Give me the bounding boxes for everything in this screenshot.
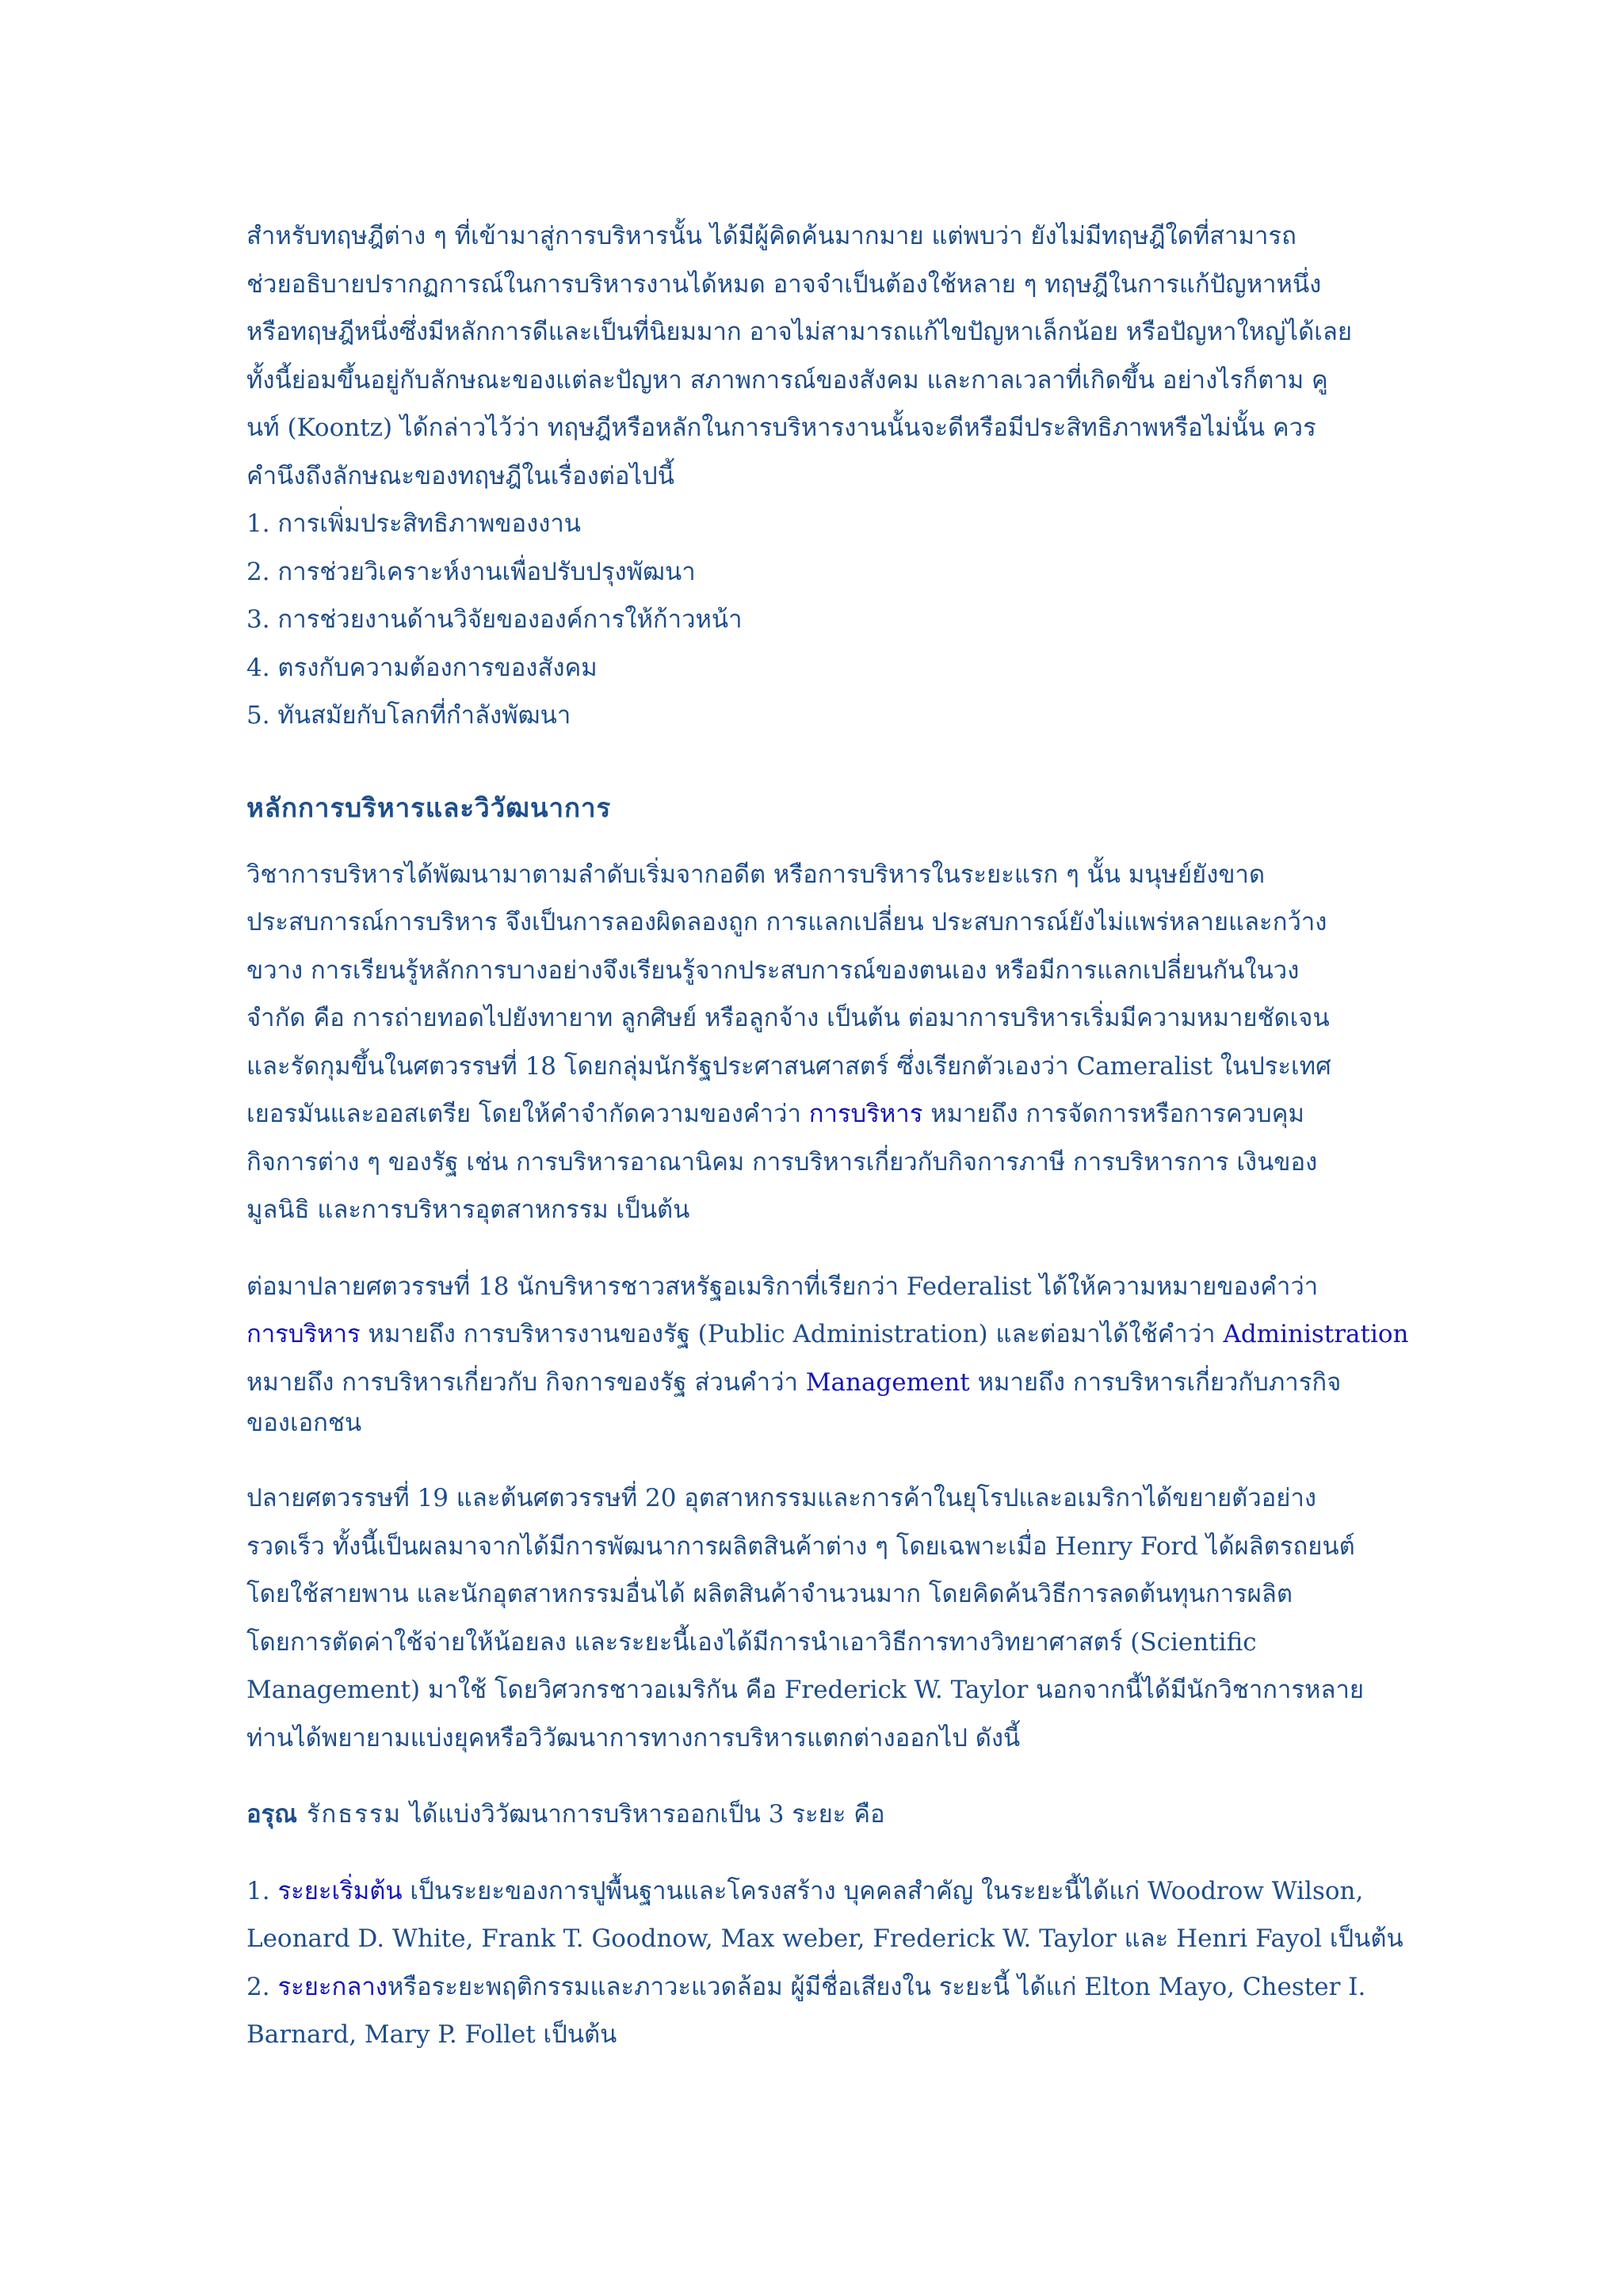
text-span: หรือระยะพฤติกรรมและภาวะแวดล้อม ผู้มีชื่อเสียงใน ระยะนี้ ได้แก่ Elton Mayo, Chester I. <box>387 1972 1366 2001</box>
list-item: 2. การช่วยวิเคราะห์งานเพื่อปรับปรุงพัฒนา <box>246 557 696 586</box>
intro-paragraph <box>246 212 1396 500</box>
text-span: หมายถึง การบริหารเกี่ยวกับ กิจการของรัฐ ส่วนคำว่า <box>246 1367 806 1397</box>
list-item: 3. การช่วยงานด้านวิจัยขององค์การให้ก้าวหน้า <box>246 605 743 634</box>
paragraph-history <box>246 851 1396 1234</box>
text-line: หรือทฤษฎีหนึ่งซึ่งมีหลักการดีและเป็นที่นิยมมาก อาจไม่สามารถแก้ไขปัญหาเล็กน้อย หรือปัญหาใหญ่ได้เลย <box>246 318 1353 346</box>
author-surname: รักธรรม <box>297 1800 402 1829</box>
list-item: 4. ตรงกับความต้องการของสังคม <box>246 653 598 682</box>
text-line: วิชาการบริหารได้พัฒนามาตามลำดับเริ่มจากอดีต หรือการบริหารในระยะแรก ๆ นั้น มนุษย์ยังขาด <box>246 860 1266 889</box>
text-line <box>246 1090 1396 1138</box>
text-line: มูลนิธิ และการบริหารอุตสาหกรรม เป็นต้น <box>246 1196 690 1224</box>
text-line <box>246 1359 1396 1407</box>
text-span: เป็นระยะของการปูพื้นฐานและโครงสร้าง บุคคลสำคัญ ในระยะนี้ได้แก่ Woodrow Wilson, <box>402 1876 1364 1905</box>
text-line: รวดเร็ว ทั้งนี้เป็นผลมาจากได้มีการพัฒนาการผลิตสินค้าต่าง ๆ โดยเฉพาะเมื่อ Henry Ford ได้ผลิตรถยนต์ <box>246 1531 1355 1561</box>
text-line: ประสบการณ์การบริหาร จึงเป็นการลองผิดลองถูก การแลกเปลี่ยน ประสบการณ์ยังไม่แพร่หลายและกว้าง <box>246 908 1327 936</box>
author-line <box>246 1791 1396 1839</box>
text-span: หมายถึง การจัดการหรือการควบคุม <box>922 1100 1304 1128</box>
keyword-term: Management <box>805 1367 970 1397</box>
text-line: คำนึงถึงลักษณะของทฤษฎีในเรื่องต่อไปนี้ <box>246 461 674 490</box>
list-item: 5. ทันสมัยกับโลกที่กำลังพัฒนา <box>246 701 571 730</box>
text-line: โดยการตัดค่าใช้จ่ายให้น้อยลง และระยะนี้เองได้มีการนำเอาวิธีการทางวิทยาศาสตร์ (Scientific <box>246 1627 1257 1657</box>
paragraph-industrial <box>246 1474 1396 1762</box>
text-line: ท่านได้พยายามแบ่งยุคหรือวิวัฒนาการทางการบริหารแตกต่างออกไป ดังนี้ <box>246 1723 1021 1753</box>
text-line: นท์ (Koontz) ได้กล่าวไว้ว่า ทฤษฎีหรือหลักในการบริหารงานนั้นจะดีหรือมีประสิทธิภาพหรือไม่นั้น ควร <box>246 414 1316 442</box>
text-line: ทั้งนี้ย่อมขึ้นอยู่กับลักษณะของแต่ละปัญหา สภาพการณ์ของสังคม และกาลเวลาที่เกิดขึ้น อย่างไรก็ตาม คู <box>246 365 1328 395</box>
text-line: ของเอกชน <box>246 1409 362 1437</box>
text-span: หมายถึง การบริหารเกี่ยวกับภารกิจ <box>969 1367 1342 1397</box>
stages-list <box>246 1867 1403 2059</box>
keyword-term: Administration <box>1223 1320 1409 1348</box>
criteria-list <box>246 500 1396 740</box>
text-line: Management) มาใช้ โดยวิศวกรชาวอเมริกัน คือ Frederick W. Taylor นอกจากนี้ได้มีนักวิชาการหลาย <box>246 1676 1365 1704</box>
section-heading: หลักการบริหารและวิวัฒนาการ <box>246 791 612 823</box>
keyword-term: ระยะกลาง <box>277 1972 388 2001</box>
keyword-term: การบริหาร <box>808 1100 923 1128</box>
text-line: ช่วยอธิบายปรากฏการณ์ในการบริหารงานได้หมด อาจจำเป็นต้องใช้หลาย ๆ ทฤษฎีในการแก้ปัญหาหนึ่ง <box>246 269 1322 299</box>
text-line: สำหรับทฤษฎีต่าง ๆ ที่เข้ามาสู่การบริหารนั้น ได้มีผู้คิดค้นมากมาย แต่พบว่า ยังไม่มีทฤษฎีใดที่สามารถ <box>246 222 1296 250</box>
text-line: กิจการต่าง ๆ ของรัฐ เช่น การบริหารอาณานิคม การบริหารเกี่ยวกับกิจการภาษี การบริหารการ เงินของ <box>246 1147 1318 1177</box>
text-line <box>246 1963 1396 2012</box>
text-line: ปลายศตวรรษที่ 19 และต้นศตวรรษที่ 20 อุตสาหกรรมและการค้าในยุโรปและอเมริกาได้ขยายตัวอย่าง <box>246 1484 1316 1512</box>
paragraph-federalist <box>246 1263 1409 1440</box>
text-line <box>246 1310 1409 1359</box>
keyword-term: ระยะเริ่มต้น <box>277 1876 403 1905</box>
author-name: อรุณ <box>246 1800 298 1829</box>
keyword-term: การบริหาร <box>246 1320 361 1348</box>
text-line: จำกัด คือ การถ่ายทอดไปยังทายาท ลูกศิษย์ หรือลูกจ้าง เป็นต้น ต่อมาการบริหารเริ่มมีความหมายชัดเจน <box>246 1004 1330 1032</box>
text-line: ต่อมาปลายศตวรรษที่ 18 นักบริหารชาวสหรัฐอเมริกาที่เรียกว่า Federalist ได้ให้ความหมายของคำว่า <box>246 1272 1319 1301</box>
text-line <box>246 1867 1396 1916</box>
text-line: ขวาง การเรียนรู้หลักการบางอย่างจึงเรียนรู้จากประสบการณ์ของตนเอง หรือมีการแลกเปลี่ยนกันในวง <box>246 955 1300 985</box>
text-line: Barnard, Mary P. Follet เป็นต้น <box>246 2020 617 2049</box>
list-item: 1. การเพิ่มประสิทธิภาพของงาน <box>246 509 581 538</box>
document-page <box>246 212 1409 2059</box>
stage-number: 2. <box>246 1972 278 2001</box>
text-line: Leonard D. White, Frank T. Goodnow, Max weber, Frederick W. Taylor และ Henri Fayol เป็นต้น <box>246 1924 1403 1953</box>
stage-number: 1. <box>246 1876 278 1905</box>
text-span: เยอรมันและออสเตรีย โดยให้คำจำกัดความของคำว่า <box>246 1100 809 1128</box>
text-line: และรัดกุมขึ้นในศตวรรษที่ 18 โดยกลุ่มนักรัฐประศาสนศาสตร์ ซึ่งเรียกตัวเองว่า Cameralist ในประเทศ <box>246 1051 1331 1081</box>
text-span: ได้แบ่งวิวัฒนาการบริหารออกเป็น 3 ระยะ คือ <box>401 1800 885 1829</box>
text-span: หมายถึง การบริหารงานของรัฐ (Public Administration) และต่อมาได้ใช้คำว่า <box>360 1320 1224 1348</box>
text-line: โดยใช้สายพาน และนักอุตสาหกรรมอื่นได้ ผลิตสินค้าจำนวนมาก โดยคิดค้นวิธีการลดต้นทุนการผลิต <box>246 1580 1293 1608</box>
